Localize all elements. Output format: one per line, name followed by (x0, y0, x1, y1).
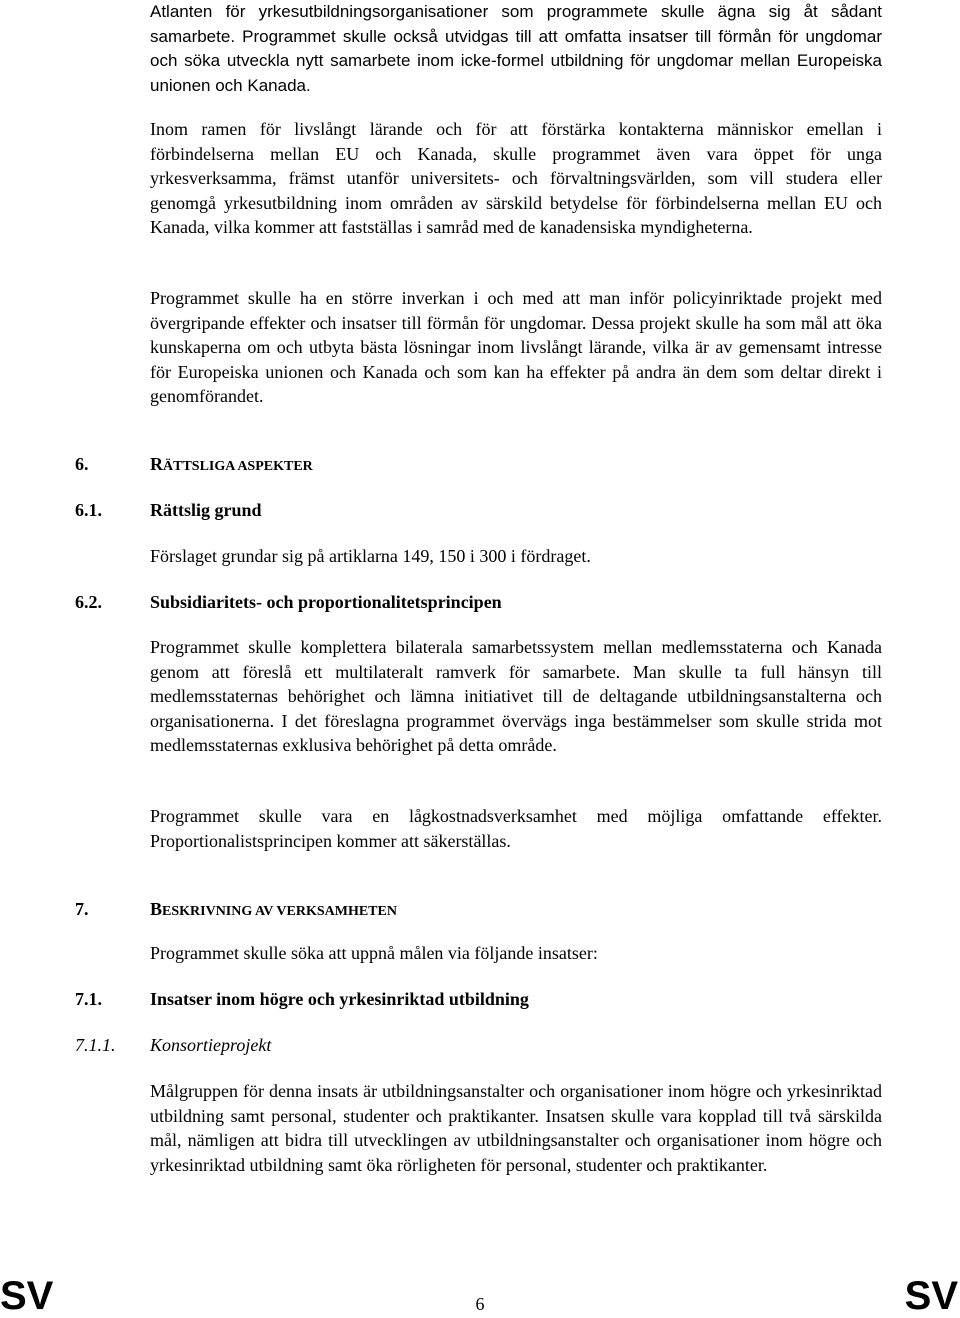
heading-text: Subsidiaritets- och proportionalitetsprincipen (150, 592, 502, 612)
heading-number: 6.2. (75, 592, 102, 612)
heading-text: Insatser inom högre och yrkesinriktad utbildning (150, 989, 529, 1009)
paragraph-policy-projects: Programmet skulle ha en större inverkan i och med att man inför policyinriktade projekt med övergripande effekter och insatser till förmån för ungdomar. Dessa projekt skulle ha som mål att öka kunskaperna om och utbyta bästa lösningar inom livslångt lärande, vilka är av gemensamt intresse för Europeiska unionen och Kanada och som kan ha effekter på andra än dem som deltar direkt i genomförandet. (150, 288, 882, 406)
heading-section-7-1 (75, 987, 895, 1011)
paragraph-intro: Atlanten för yrkesutbildningsorganisationer som programmete skulle ägna sig åt sådant samarbete. Programmet skulle också utvidgas till att omfatta insatser till förmån för ungdomar och söka utveckla nytt samarbete inom icke-formel utbildning för ungdomar mellan Europeiska unionen och Kanada. (150, 2, 882, 95)
heading-number: 6.1. (75, 500, 102, 520)
paragraph-proportionality: Programmet skulle vara en lågkostnadsverksamhet med möjliga omfattande effekter. Proportionalistsprincipen kommer att säkerställas. (150, 806, 882, 851)
heading-text: Rättslig grund (150, 500, 262, 520)
heading-section-6-2 (75, 590, 895, 614)
heading-section-6 (75, 452, 895, 479)
paragraph-actions-intro: Programmet skulle söka att uppnå målen via följande insatser: (150, 943, 598, 963)
heading-text: RÄTTSLIGA ASPEKTER (150, 454, 313, 474)
footer-language-right: SV (904, 1274, 958, 1318)
heading-number: 6. (75, 454, 89, 474)
heading-number: 7.1.1. (75, 1035, 116, 1055)
heading-text: BESKRIVNING AV VERKSAMHETEN (150, 899, 397, 919)
paragraph-target-group: Målgruppen för denna insats är utbildningsanstalter och organisationer inom högre och yrkesinriktad utbildning samt personal, studenter och praktikanter. Insatsen skulle vara kopplad till två särskilda mål, nämligen att bidra till utvecklingen av utbildningsanstalter och organisationer inom högre och yrkesinriktad utbildning samt öka rörligheten för personal, studenter och praktikanter. (150, 1081, 882, 1175)
heading-number: 7.1. (75, 989, 102, 1009)
heading-section-7 (75, 897, 895, 924)
paragraph-subsidiarity: Programmet skulle komplettera bilaterala samarbetssystem mellan medlemsstaterna och Kanada genom att föreslå ett multilateralt ramverk för samarbete. Man skulle ta full hänsyn till medlemsstaternas behörighet och lämna initiativet till de deltagande utbildningsanstalterna och organisationerna. I det föreslagna programmet övervägs inga bestämmelser som skulle strida mot medlemsstaternas exklusiva behörighet på detta område. (150, 637, 882, 755)
heading-number: 7. (75, 899, 89, 919)
heading-text: Konsortieprojekt (150, 1035, 272, 1055)
paragraph-lifelong-learning: Inom ramen för livslångt lärande och för att förstärka kontakterna människor emellan i förbindelserna mellan EU och Kanada, skulle programmet även vara öppet för unga yrkesverksamma, främst utanför universitets- och förvaltningsvärlden, som vill studera eller genomgå yrkesutbildning inom områden av särskild betydelse för förbindelserna mellan EU och Kanada, vilka kommer att fastställas i samråd med de kanadensiska myndigheterna. (150, 119, 882, 237)
footer-language-left: SV (0, 1274, 54, 1318)
heading-section-6-1 (75, 498, 895, 522)
page-number: 6 (475, 1294, 485, 1314)
heading-section-7-1-1 (75, 1033, 895, 1057)
paragraph-legal-basis: Förslaget grundar sig på artiklarna 149, 150 i 300 i fördraget. (150, 546, 591, 566)
